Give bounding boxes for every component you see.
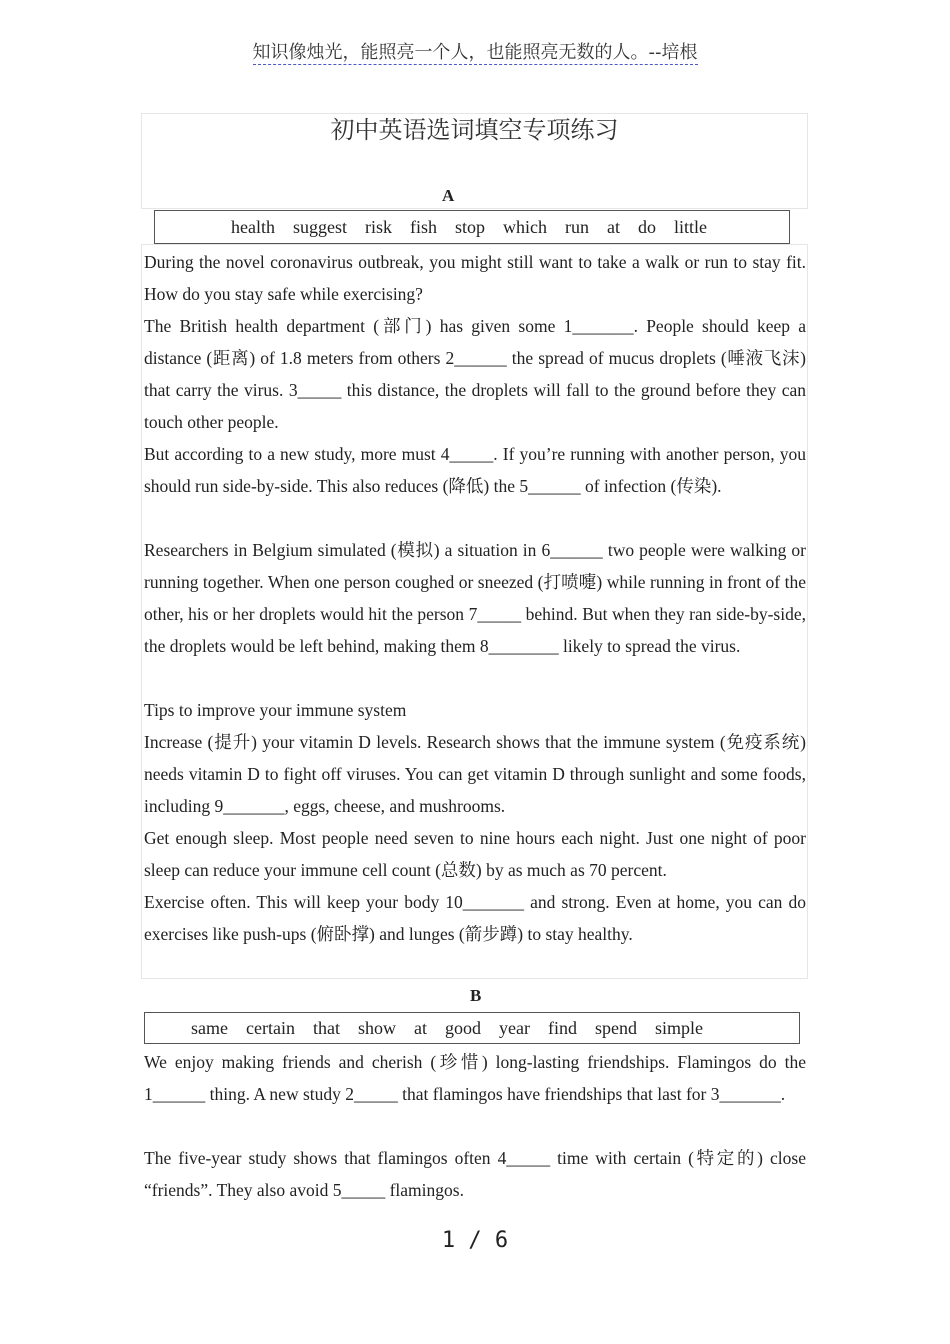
section-b-label: B xyxy=(470,986,482,1005)
word-bank-item: certain xyxy=(245,1017,295,1038)
section-b-paragraph: We enjoy making friends and cherish (珍惜) long-lasting friendships. Flamingos do the 1______ thing. A new study 2_____ that flamingos have friendships that last for 3_______. xyxy=(144,1052,806,1104)
word-bank-item: show xyxy=(357,1017,396,1038)
word-bank-item: which xyxy=(503,216,547,237)
section-a-paragraph: The British health department (部门) has given some 1_______. People should keep a distance (距离) of 1.8 meters from others 2______ the spread of mucus droplets (唾液飞沫) that carry the virus. 3_____ this distance, the droplets will fall to the ground before they can touch other people. xyxy=(144,316,806,432)
word-bank-item: risk xyxy=(364,216,392,237)
section-a-subheading: Tips to improve your immune system xyxy=(144,700,407,720)
word-bank-item: run xyxy=(565,216,589,237)
section-a-paragraph: Get enough sleep. Most people need seven to nine hours each night. Just one night of poor sleep can reduce your immune cell count (总数) by as much as 70 percent. xyxy=(144,828,806,880)
section-b-paragraph: The five-year study shows that flamingos often 4_____ time with certain (特定的) close “friends”. They also avoid 5_____ flamingos. xyxy=(144,1148,806,1200)
word-bank-item: at xyxy=(413,1017,427,1038)
section-b-word-bank xyxy=(144,1012,800,1044)
motto-text: 知识像烛光，能照亮一个人，也能照亮无数的人。--培根 xyxy=(252,42,698,63)
section-a-paragraph: Increase (提升) your vitamin D levels. Research shows that the immune system (免疫系统) needs vitamin D to fight off viruses. You can get vitamin D through sunlight and some foods, including 9_______, eggs, cheese, and mushrooms. xyxy=(144,732,806,816)
section-a-paragraph: Exercise often. This will keep your body 10_______ and strong. Even at home, you can do exercises like push-ups (俯卧撑) and lunges (箭步蹲) to stay healthy. xyxy=(144,892,806,944)
word-bank-item: same xyxy=(191,1017,228,1038)
header-motto xyxy=(0,38,950,64)
word-bank-item: good xyxy=(444,1017,481,1038)
word-bank-item: do xyxy=(638,216,656,237)
word-bank-item: at xyxy=(607,216,620,237)
section-a-paragraph: Researchers in Belgium simulated (模拟) a situation in 6______ two people were walking or running together. When one person coughed or sneezed (打喷嚏) while running in front of the other, his or her droplets would hit the person 7_____ behind. But when they ran side-by-side, the droplets would be left behind, making them 8________ likely to spread the virus. xyxy=(144,540,806,656)
section-a-label: A xyxy=(442,186,455,205)
word-bank-item: little xyxy=(674,216,707,237)
page-title: 初中英语选词填空专项练习 xyxy=(330,116,619,144)
section-a-word-bank xyxy=(154,210,790,244)
section-a-paragraph: During the novel coronavirus outbreak, you might still want to take a walk or run to stay fit. How do you stay safe while exercising? xyxy=(144,252,806,304)
word-bank-item: year xyxy=(498,1017,530,1038)
word-bank-item: spend xyxy=(594,1017,637,1038)
word-bank-item: find xyxy=(547,1017,577,1038)
page-number: 1 / 6 xyxy=(441,1228,509,1253)
word-bank-item: health xyxy=(231,216,275,237)
word-bank-item: stop xyxy=(454,216,485,237)
word-bank-item: suggest xyxy=(292,216,347,237)
section-a-paragraph: But according to a new study, more must 4_____. If you’re running with another person, you should run side-by-side. This also reduces (降低) the 5______ of infection (传染). xyxy=(144,444,806,496)
word-bank-item: simple xyxy=(654,1017,703,1038)
word-bank-item: fish xyxy=(409,216,437,237)
word-bank-item: that xyxy=(312,1017,340,1038)
